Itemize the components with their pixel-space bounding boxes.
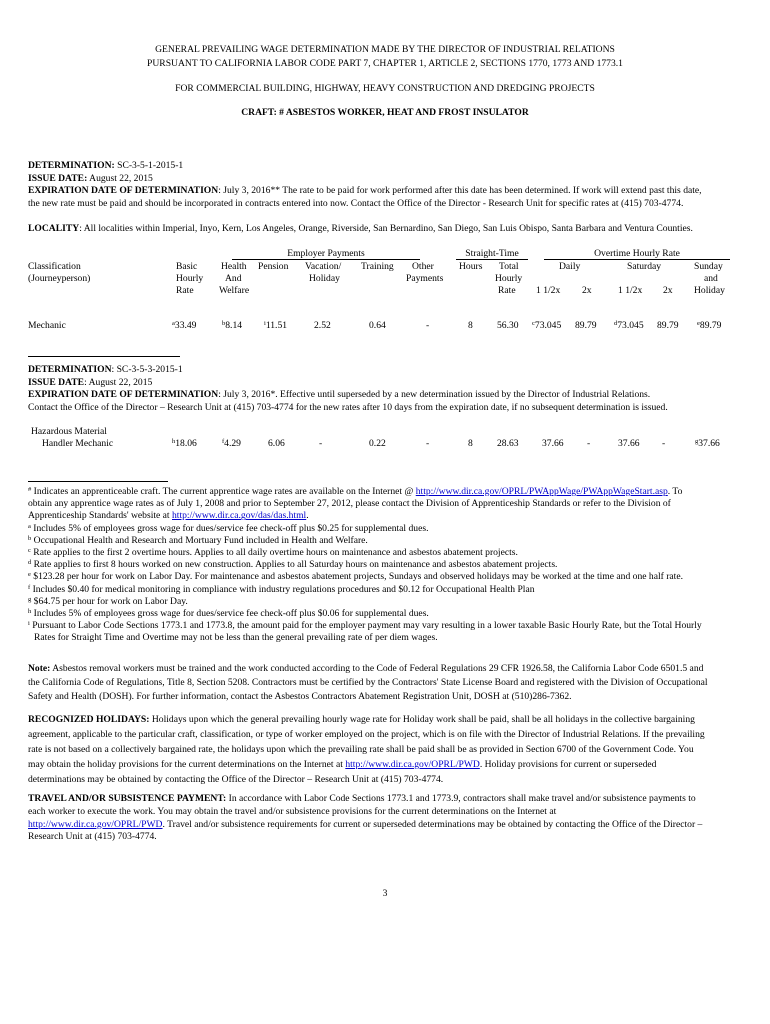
fn-b-text: Occupational Health and Research and Mortuary Fund included in Health and Welfare. [31, 534, 368, 546]
note-line2: the California Code of Regulations, Title 8, Section 5208. Contractors must be certified by the Contractors' State License Board and registered with the Division of Occupational [28, 677, 708, 688]
travel-line3: . Travel and/or subsistence requirements for current or superseded determinations may be obtained by contacting the Office of the Director – [162, 818, 703, 830]
apprentice-wage-link[interactable]: http://www.dir.ca.gov/OPRL/PWAppWage/PWAppWageStart.asp [415, 486, 668, 497]
h-total-hourly: Hourly [495, 273, 523, 284]
group-employer-payments: Employer Payments [287, 248, 365, 259]
travel-label: TRAVEL AND/OR SUBSISTENCE PAYMENT: [28, 793, 227, 804]
det1-exp-text2: the new rate must be paid and should be incorporated in contracts entered into now. Contact the Office of the Director - Research Unit for specific rates at (415) 703-4774. [28, 197, 684, 209]
det2-exp-text2: Contact the Office of the Director – Research Unit at (415) 703-4774 for the new rates after 10 days from the expiration date, if no subsequent determination is issued. [28, 401, 668, 413]
row-mechanic-other: - [426, 320, 430, 331]
row-hazmat-name-2: Handler Mechanic [42, 438, 114, 449]
h-rate: Rate [176, 285, 194, 296]
row-mechanic-name: Mechanic [28, 320, 66, 331]
h-vacation: Vacation/ [305, 261, 342, 272]
fn-g-sym: g [28, 595, 32, 603]
fn-d-text: Rate applies to first 8 hours worked on new construction. Applies to all Saturday hours on maintenance and asbestos abatement projects. [31, 559, 558, 571]
locality-text: : All localities within Imperial, Inyo, Kern, Los Angeles, Orange, Riverside, San Bernardino, San Diego, San Luis Obispo, Santa Barbara and Ventura Counties. [79, 223, 693, 234]
craft-title: CRAFT: # ASBESTOS WORKER, HEAT AND FROST INSULATOR [241, 107, 529, 118]
fn-i-text-2: Rates for Straight Time and Overtime may not be less than the general prevailing rate of per diem wages. [34, 632, 438, 644]
row-mechanic-health-note: b [222, 320, 226, 327]
h-saturday: Saturday [627, 261, 662, 272]
header-line-1: GENERAL PREVAILING WAGE DETERMINATION MADE BY THE DIRECTOR OF INDUSTRIAL RELATIONS [155, 44, 615, 55]
fn-hash-text-end: . To [667, 486, 683, 497]
h-total-rate: Rate [498, 285, 516, 296]
holidays-label: RECOGNIZED HOLIDAYS: [28, 714, 150, 725]
row-hazmat-basic: 18.06 [175, 438, 197, 449]
h-hours: Hours [459, 261, 483, 272]
fn-f-text: Includes $0.40 for medical monitoring in compliance with industry regulations procedures and $0.12 for Occupational Health Plan [30, 583, 535, 595]
note-label: Note: [28, 663, 51, 674]
row-mechanic-basic-note: a [172, 320, 175, 327]
fn-e-sym: e [28, 571, 31, 579]
row-hazmat-vacation: - [319, 438, 323, 449]
travel-line4: Research Unit at (415) 703-4774. [28, 831, 157, 843]
row-hazmat-sun: 37.66 [698, 438, 720, 449]
h-total: Total [499, 261, 519, 272]
h-daily: Daily [559, 261, 581, 272]
h-holiday: Holiday [309, 273, 340, 284]
row-mechanic-daily2x: 89.79 [575, 320, 597, 331]
holidays-section [28, 712, 750, 787]
det1-value: SC-3-5-1-2015-1 [114, 160, 184, 171]
det2-label: DETERMINATION [28, 364, 112, 375]
h-sat-1-5x: 1 1/2x [618, 285, 643, 296]
det2-exp-text1: : July 3, 2016*. Effective until superseded by a new determination issued by the Director of Industrial Relations. [218, 389, 651, 400]
holidays-line2: agreement, applicable to the particular craft, classification, or type of worker employed on the project, which is on file with the Director of Industrial Relations. If the prevailing [28, 729, 705, 740]
section-rule-1 [28, 356, 180, 357]
footnotes [28, 486, 750, 645]
row-mechanic-sun-note: e [697, 320, 700, 327]
fn-c-sym: c [28, 547, 31, 555]
row-hazmat-hours: 8 [468, 438, 473, 449]
h-sunday-and: and [704, 273, 718, 284]
det2-value: : SC-3-5-3-2015-1 [111, 364, 183, 375]
row-mechanic-daily15-note: c [532, 320, 535, 327]
fn-i-text: Pursuant to Labor Code Sections 1773.1 and 1773.8, the amount paid for the employer payment may vary resulting in a lower taxable Basic Hourly Rate, but the Total Hourly [29, 620, 702, 632]
det2-issue-label: ISSUE DATE [28, 376, 85, 388]
fn-hash-line3-end: . [306, 510, 309, 522]
h-health: Health [221, 261, 247, 272]
row-mechanic-hours: 8 [468, 320, 473, 331]
det1-issue-value: August 22, 2015 [87, 172, 153, 184]
row-hazmat-pension: 6.06 [268, 438, 285, 449]
holidays-line3: rate is not based on a collectively bargained rate, the holidays upon which the prevailing rate shall be paid shall be as provided in Section 6700 of the Government Code. You [28, 744, 694, 755]
det1-issue-label: ISSUE DATE: [28, 172, 88, 184]
fn-hash-line2: obtain any apprentice wage rates as of July 1, 2008 and prior to September 27, 2012, please contact the Division of Apprenticeship Standards or refer to the Division of [28, 498, 671, 510]
row-mechanic-training: 0.64 [369, 320, 386, 331]
row-mechanic-sat2x: 89.79 [657, 320, 679, 331]
das-website-link[interactable]: http://www.dir.ca.gov/das/das.html [172, 510, 307, 522]
fn-f-sym: f [28, 583, 31, 591]
row-hazmat-sat2x: - [662, 438, 666, 449]
row-hazmat-sat15: 37.66 [618, 438, 640, 449]
row-mechanic-sat15: 73.045 [617, 320, 644, 331]
fn-i-sym: i [28, 620, 30, 628]
row-mechanic-pension-note: i [264, 320, 266, 327]
row-mechanic-basic: 33.49 [174, 320, 197, 331]
h-payments: Payments [406, 273, 444, 284]
row-hazmat-daily15: 37.66 [542, 438, 564, 449]
h-and: And [225, 273, 242, 284]
row-mechanic-sat15-note: d [614, 320, 618, 327]
row-hazmat-training: 0.22 [369, 438, 386, 449]
row-mechanic-sun: 89.79 [699, 320, 722, 331]
det1-exp-text1: : July 3, 2016** The rate to be paid for work performed after this date has been determined. If work will extend past this date, [218, 185, 702, 196]
holiday-provisions-link[interactable]: http://www.dir.ca.gov/OPRL/PWD [345, 759, 480, 770]
note-section [28, 662, 750, 704]
h-sat-2x: 2x [663, 285, 673, 296]
h-welfare: Welfare [219, 285, 250, 296]
row-hazmat-health-note: f [222, 438, 225, 445]
row-hazmat-basic-note: h [172, 438, 176, 445]
row-mechanic-health: 8.14 [225, 320, 243, 331]
h-pension: Pension [258, 261, 289, 272]
row-mechanic-total: 56.30 [497, 320, 519, 331]
h-sunday-holiday: Holiday [694, 285, 725, 296]
travel-line2: each worker to execute the work. You may obtain the travel and/or subsistence provisions for the current determinations on the Internet at [28, 805, 557, 817]
h-training: Training [361, 261, 394, 272]
fn-hash-sym: # [28, 486, 32, 493]
det2-issue-value: : August 22, 2015 [84, 376, 153, 388]
h-daily-1-5x: 1 1/2x [536, 285, 561, 296]
fn-e-text: $123.28 per hour for work on Labor Day. For maintenance and asbestos abatement projects, Sundays and observed holidays may be worked at the time and one half rate. [30, 571, 683, 583]
row-hazmat-daily2x: - [587, 438, 591, 449]
holidays-line4: may obtain the holiday provisions for the current determinations on the Internet at [28, 759, 346, 770]
overtime-rule [544, 259, 730, 260]
travel-provisions-link[interactable]: http://www.dir.ca.gov/OPRL/PWD [28, 818, 163, 830]
fn-hash-line3: Apprenticeship Standards' website at [28, 510, 172, 522]
fn-a-sym: a [28, 522, 31, 530]
row-hazmat-name-1: Hazardous Material [31, 426, 107, 437]
row-hazmat-health: 4.29 [224, 438, 241, 449]
row-mechanic-vacation: 2.52 [314, 320, 331, 331]
h-other: Other [412, 261, 434, 272]
note-line3: Safety and Health (DOSH). For further information, contact the Asbestos Contractors Abatement Registration Unit, DOSH at (510)286-7362. [28, 691, 572, 702]
locality-label: LOCALITY [28, 223, 80, 234]
fn-g-text: $64.75 per hour for work on Labor Day. [31, 595, 188, 607]
header-line-3: FOR COMMERCIAL BUILDING, HIGHWAY, HEAVY CONSTRUCTION AND DREDGING PROJECTS [175, 83, 595, 94]
det2-exp-label: EXPIRATION DATE OF DETERMINATION [28, 389, 219, 400]
h-hourly: Hourly [176, 273, 204, 284]
row-mechanic-pension: 11.51 [265, 320, 288, 331]
row-hazmat-sun-note: g [695, 438, 699, 445]
fn-a-text: Includes 5% of employees gross wage for dues/service fee check-off plus $0.25 for supplemental dues. [30, 522, 429, 534]
row-mechanic-daily15: 73.045 [534, 320, 562, 331]
row-hazmat-other: - [426, 438, 430, 449]
row-hazmat-total: 28.63 [497, 438, 519, 449]
page-number: 3 [382, 888, 388, 899]
header-line-2: PURSUANT TO CALIFORNIA LABOR CODE PART 7, CHAPTER 1, ARTICLE 2, SECTIONS 1770, 1773 AND 1773.1 [147, 58, 623, 69]
section-rule-2 [28, 481, 168, 482]
h-sunday: Sunday [694, 261, 723, 272]
fn-d-sym: d [28, 559, 32, 567]
travel-line1: In accordance with Labor Code Sections 1773.1 and 1773.9, contractors shall make travel and/or subsistence payments to [226, 793, 696, 804]
h-journeyperson: (Journeyperson) [28, 273, 91, 284]
det1-exp-label: EXPIRATION DATE OF DETERMINATION [28, 185, 219, 196]
employer-rule [232, 259, 420, 260]
determination-2 [28, 364, 748, 414]
fn-c-text: Rate applies to the first 2 overtime hours. Applies to all daily overtime hours on maintenance and asbestos abatement projects. [30, 547, 518, 559]
note-line1: Asbestos removal workers must be trained and the work conducted according to the Code of Federal Regulations 29 CFR 1926.58, the California Labor Code 6501.5 and [50, 663, 704, 674]
holidays-line5: determinations may be obtained by contacting the Office of the Director – Research Unit at (415) 703-4774. [28, 774, 444, 785]
h-daily-2x: 2x [582, 285, 592, 296]
holidays-line4-end: . Holiday provisions for current or superseded [479, 759, 657, 770]
fn-h-sym: h [28, 608, 32, 616]
locality [28, 223, 748, 234]
holidays-line1: Holidays upon which the general prevailing hourly wage rate for Holiday work shall be paid, shall be all holidays in the collective bargaining [149, 714, 695, 725]
h-classification: Classification [28, 261, 81, 272]
fn-hash-text: Indicates an apprenticeable craft. The current apprentice wage rates are available on the Internet @ [31, 486, 416, 497]
det1-label: DETERMINATION: [28, 160, 115, 171]
determination-1 [28, 160, 748, 210]
straight-rule [456, 259, 528, 260]
h-basic: Basic [176, 261, 198, 272]
group-overtime: Overtime Hourly Rate [594, 248, 680, 259]
fn-h-text: Includes 5% of employees gross wage for dues/service fee check-off plus $0.06 for supplemental dues. [31, 608, 429, 620]
travel-section [28, 793, 750, 844]
group-straight-time: Straight-Time [465, 248, 519, 259]
fn-b-sym: b [28, 534, 32, 542]
